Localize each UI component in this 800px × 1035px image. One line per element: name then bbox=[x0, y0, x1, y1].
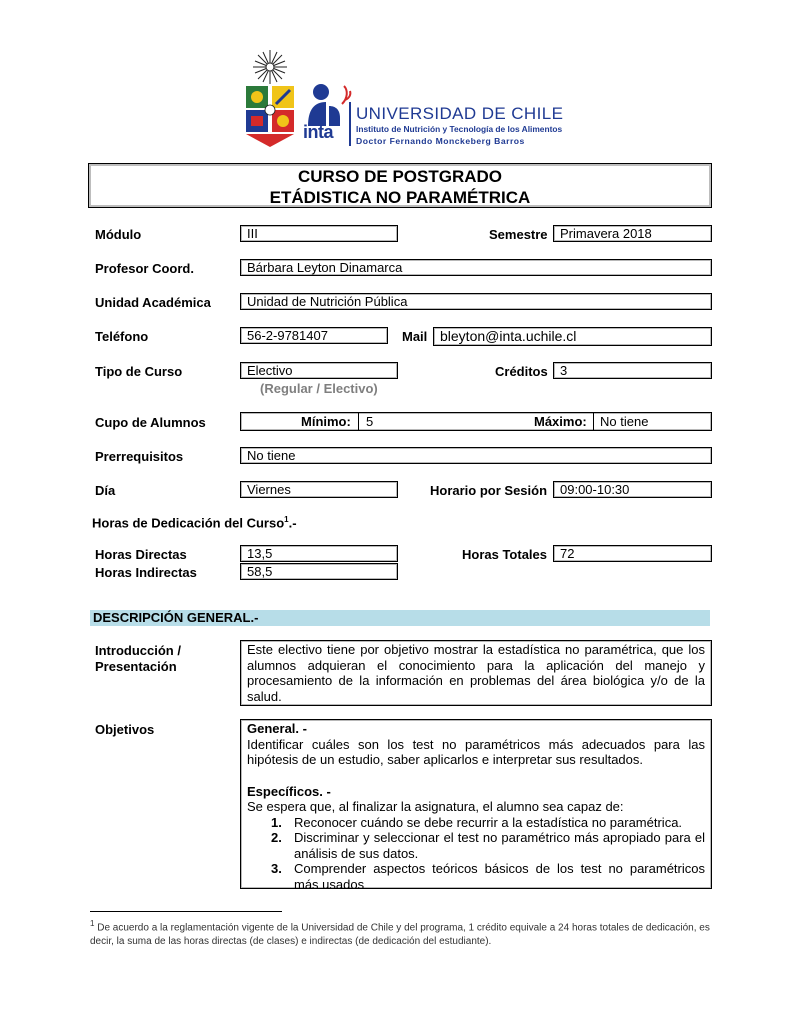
introduccion-label bbox=[95, 643, 181, 675]
university-name: UNIVERSIDAD DE CHILE bbox=[356, 104, 564, 123]
horas-directas-label: Horas Directas bbox=[95, 547, 187, 562]
cupo-label: Cupo de Alumnos bbox=[95, 415, 206, 430]
introduccion-label-line2: Presentación bbox=[95, 659, 177, 674]
list-item bbox=[247, 861, 705, 892]
prerrequisitos-field[interactable]: No tiene bbox=[240, 447, 712, 464]
course-title-line1: CURSO DE POSTGRADO bbox=[297, 167, 503, 186]
course-title-box bbox=[88, 163, 712, 208]
minimo-field[interactable]: 5 bbox=[366, 414, 374, 429]
horas-dedicacion-text: Horas de Dedicación del Curso bbox=[92, 515, 285, 531]
objetivos-box[interactable] bbox=[240, 719, 712, 892]
objetivo-general-heading: General. - bbox=[247, 721, 307, 736]
objetivos-label: Objetivos bbox=[95, 722, 155, 737]
university-crest bbox=[244, 48, 296, 148]
horas-indirectas-label: Horas Indirectas bbox=[95, 565, 197, 580]
minimo-label: Mínimo: bbox=[301, 414, 351, 429]
objetivos-especificos-heading: Específicos. - bbox=[247, 783, 331, 799]
horario-label: Horario por Sesión bbox=[430, 483, 548, 498]
modulo-field[interactable]: III bbox=[240, 225, 398, 242]
cupo-separator bbox=[358, 413, 359, 430]
modulo-label: Módulo bbox=[95, 227, 142, 242]
footnote-mark: 1 bbox=[90, 919, 95, 928]
tipo-curso-hint: (Regular / Electivo) bbox=[260, 381, 378, 396]
descripcion-section-header: DESCRIPCIÓN GENERAL.- bbox=[90, 610, 710, 626]
creditos-label: Créditos bbox=[495, 364, 548, 379]
horas-indirectas-field[interactable]: 58,5 bbox=[240, 563, 398, 580]
telefono-field[interactable]: 56-2-9781407 bbox=[240, 327, 388, 344]
unidad-field[interactable]: Unidad de Nutrición Pública bbox=[240, 293, 712, 310]
institute-name: Instituto de Nutrición y Tecnología de los Alimentos bbox=[356, 124, 563, 134]
inta-wordmark: inta bbox=[303, 122, 334, 142]
unidad-label: Unidad Académica bbox=[95, 295, 211, 310]
list-item-text: Reconocer cuándo se debe recurrir a la estadística no paramétrica. bbox=[294, 814, 683, 830]
brand-divider bbox=[349, 102, 351, 146]
course-title-line2: ETÁDISTICA NO PARAMÉTRICA bbox=[269, 188, 531, 207]
objetivos-especificos-intro: Se espera que, al finalizar la asignatura, el alumno sea capaz de: bbox=[247, 799, 624, 814]
footnote-divider bbox=[90, 911, 282, 912]
maximo-field[interactable]: No tiene bbox=[600, 414, 649, 429]
profesor-field[interactable]: Bárbara Leyton Dinamarca bbox=[240, 259, 712, 276]
horas-totales-label: Horas Totales bbox=[462, 547, 548, 562]
telefono-label: Teléfono bbox=[95, 329, 149, 344]
list-item bbox=[247, 815, 705, 831]
prerrequisitos-label: Prerrequisitos bbox=[95, 449, 184, 464]
list-item-number: 2. bbox=[271, 830, 282, 845]
mail-field[interactable]: bleyton@inta.uchile.cl bbox=[433, 327, 712, 346]
cupo-separator bbox=[593, 413, 594, 430]
list-item-text: Discriminar y seleccionar el test no paramétrico más apropiado para el análisis de sus datos. bbox=[294, 830, 705, 861]
introduccion-label-line1: Introducción / bbox=[95, 643, 181, 658]
footnote-text: De acuerdo a la reglamentación vigente de la Universidad de Chile y del programa, 1 crédito equivale a 24 horas totales de dedicación, es decir, la suma de las horas directas (de clases) e indirectas (de dedicación del estudiante). bbox=[90, 922, 710, 948]
footnote-ref: 1 bbox=[284, 515, 289, 524]
objetivos-especificos-list bbox=[247, 815, 705, 893]
list-item-number: 3. bbox=[271, 861, 282, 876]
introduccion-text[interactable]: Este electivo tiene por objetivo mostrar la estadística no paramétrica, que los alumnos adquieran el conocimiento para la aplicación del manejo y procesamiento de la información en problemas del área biológica y/o de la salud. bbox=[240, 640, 712, 706]
dia-label: Día bbox=[95, 483, 116, 498]
horas-directas-field[interactable]: 13,5 bbox=[240, 545, 398, 562]
list-item-number: 1. bbox=[271, 814, 282, 830]
tipo-curso-label: Tipo de Curso bbox=[95, 364, 183, 379]
maximo-label: Máximo: bbox=[534, 414, 587, 429]
horas-dedicacion-heading bbox=[92, 515, 297, 530]
inta-logo bbox=[300, 82, 352, 146]
mail-label: Mail bbox=[402, 329, 428, 344]
institute-subtitle: Doctor Fernando Monckeberg Barros bbox=[356, 136, 525, 146]
cupo-row bbox=[240, 412, 712, 431]
semestre-label: Semestre bbox=[489, 227, 548, 242]
semestre-field[interactable]: Primavera 2018 bbox=[553, 225, 712, 242]
objetivo-general-text: Identificar cuáles son los test no paramétricos más adecuados para las hipótesis de un estudio, saber aplicarlos e interpretar sus resultados. bbox=[247, 736, 705, 767]
dia-field[interactable]: Viernes bbox=[240, 481, 398, 498]
list-item-text: Comprender aspectos teóricos básicos de los test no paramétricos más usados bbox=[294, 861, 705, 892]
horario-field[interactable]: 09:00-10:30 bbox=[553, 481, 712, 498]
tipo-curso-field[interactable]: Electivo bbox=[240, 362, 398, 379]
creditos-field[interactable]: 3 bbox=[553, 362, 712, 379]
profesor-label: Profesor Coord. bbox=[95, 261, 194, 276]
footnote bbox=[90, 917, 715, 949]
horas-totales-field[interactable]: 72 bbox=[553, 545, 712, 562]
list-item bbox=[247, 830, 705, 861]
horas-dedicacion-suffix: .- bbox=[288, 515, 297, 531]
